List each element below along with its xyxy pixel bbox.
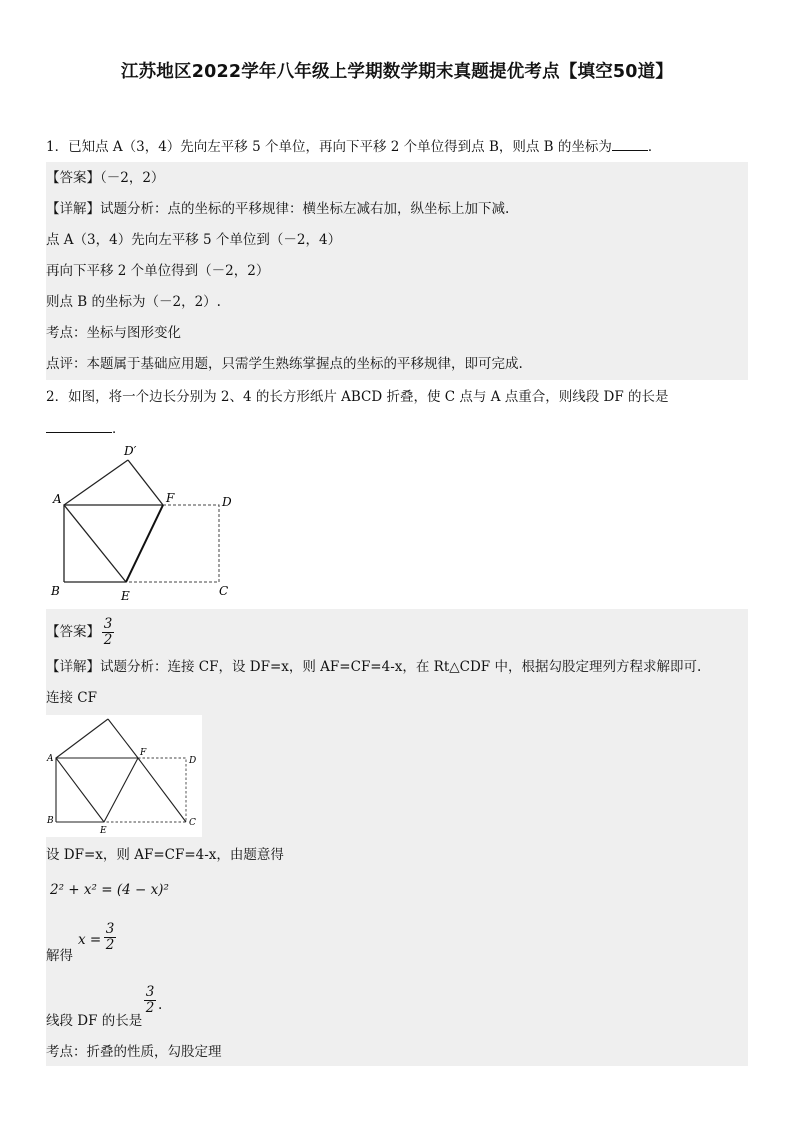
q1-question <box>46 136 748 157</box>
page-title: 江苏地区2022学年八年级上学期数学期末真题提优考点【填空50道】 <box>120 62 674 82</box>
fig2-label-a: A <box>47 754 54 764</box>
q2-result <box>46 985 748 1029</box>
fig-label-dprime: D′ <box>124 444 137 458</box>
q1-dianping: 点评：本题属于基础应用题，只需学生熟练掌握点的坐标的平移规律，即可完成. <box>46 356 523 372</box>
fig-edge-ad <box>64 460 128 505</box>
q2-kaodian: 考点：折叠的性质，勾股定理 <box>46 1044 222 1060</box>
fig-fold-line-dashed <box>126 505 219 582</box>
q1-step3: 则点 B 的坐标为（－2，2）. <box>46 294 221 310</box>
fig2-edge-cf <box>138 758 186 822</box>
q2-result-fraction <box>144 985 156 1016</box>
q1-question-text: 1．已知点 A（3，4）先向左平移 5 个单位，再向下平移 2 个单位得到点 B，则点 B 的坐标为 <box>46 139 612 155</box>
q2-result-end: . <box>158 997 163 1013</box>
q1-step1: 点 A（3，4）先向左平移 5 个单位到（－2，4） <box>46 232 342 248</box>
fig-edge-ef <box>126 505 163 582</box>
q2-question-end: ． <box>112 421 126 437</box>
fig2-edge-ae <box>56 758 104 822</box>
q1-kaodian: 考点：坐标与图形变化 <box>46 325 181 341</box>
q2-figure <box>46 440 246 605</box>
fig-label-d: D <box>222 495 232 509</box>
q2-solve <box>46 920 748 964</box>
q2-equation: 2² + x² = (4 − x)² <box>50 882 169 898</box>
q2-solve-numerator: 3 <box>105 921 115 937</box>
fig2-label-e: E <box>100 826 107 836</box>
q2-detail: 【详解】试题分析：连接 CF，设 DF=x，则 AF=CF=4-x，在 Rt△CDF 中，根据勾股定理列方程求解即可. <box>46 659 702 675</box>
q1-question-end: ． <box>647 139 662 155</box>
fig-label-e: E <box>121 589 130 603</box>
q1-answer-blank <box>612 136 648 151</box>
fig-rect-left <box>64 505 163 582</box>
q2-answer-blank <box>46 418 112 433</box>
q2-connect: 连接 CF <box>46 690 97 706</box>
fig2-label-f: F <box>140 748 147 758</box>
q1-answer: 【答案】（－2，2） <box>46 170 165 186</box>
q2-answer-numerator: 3 <box>103 615 113 632</box>
q2-solve-denominator: 2 <box>105 937 115 953</box>
fig2-label-b: B <box>47 816 54 826</box>
fig2-edge-ef <box>104 758 138 822</box>
q2-solve-var: x = <box>78 932 102 948</box>
q2-solve-fraction <box>104 922 116 953</box>
fig-edge-df <box>128 460 163 505</box>
fig-label-c: C <box>219 584 229 598</box>
q2-result-label: 线段 DF 的长是 <box>46 1013 143 1029</box>
fig2-edge-df <box>108 719 138 758</box>
q1-step2: 再向下平移 2 个单位得到（－2，2） <box>46 263 270 279</box>
fig2-label-c: C <box>189 818 196 828</box>
fig2-label-d: D <box>189 756 197 766</box>
q2-answer <box>46 612 748 652</box>
q2-answer-fraction <box>102 617 114 648</box>
fig-label-a: A <box>53 492 62 506</box>
fig-edge-ae <box>64 505 126 582</box>
q2-figure2 <box>46 715 202 837</box>
fig-label-b: B <box>51 584 60 598</box>
q2-set: 设 DF=x，则 AF=CF=4-x，由题意得 <box>46 847 284 863</box>
fig-label-f: F <box>166 491 175 505</box>
q2-solve-label: 解得 <box>46 948 73 964</box>
q2-result-denominator: 2 <box>145 1000 155 1016</box>
fig2-edge-ad <box>56 719 108 758</box>
q2-question: 2．如图，将一个边长分别为 2、4 的长方形纸片 ABCD 折叠，使 C 点与 A 点重合，则线段 DF 的长是 <box>46 389 669 405</box>
q2-answer-denominator: 2 <box>103 631 113 648</box>
q2-answer-label: 【答案】 <box>46 624 100 640</box>
q1-detail: 【详解】试题分析：点的坐标的平移规律：横坐标左减右加，纵坐标上加下减. <box>46 201 510 217</box>
q2-question-line2 <box>46 418 748 439</box>
q2-result-numerator: 3 <box>145 984 155 1000</box>
